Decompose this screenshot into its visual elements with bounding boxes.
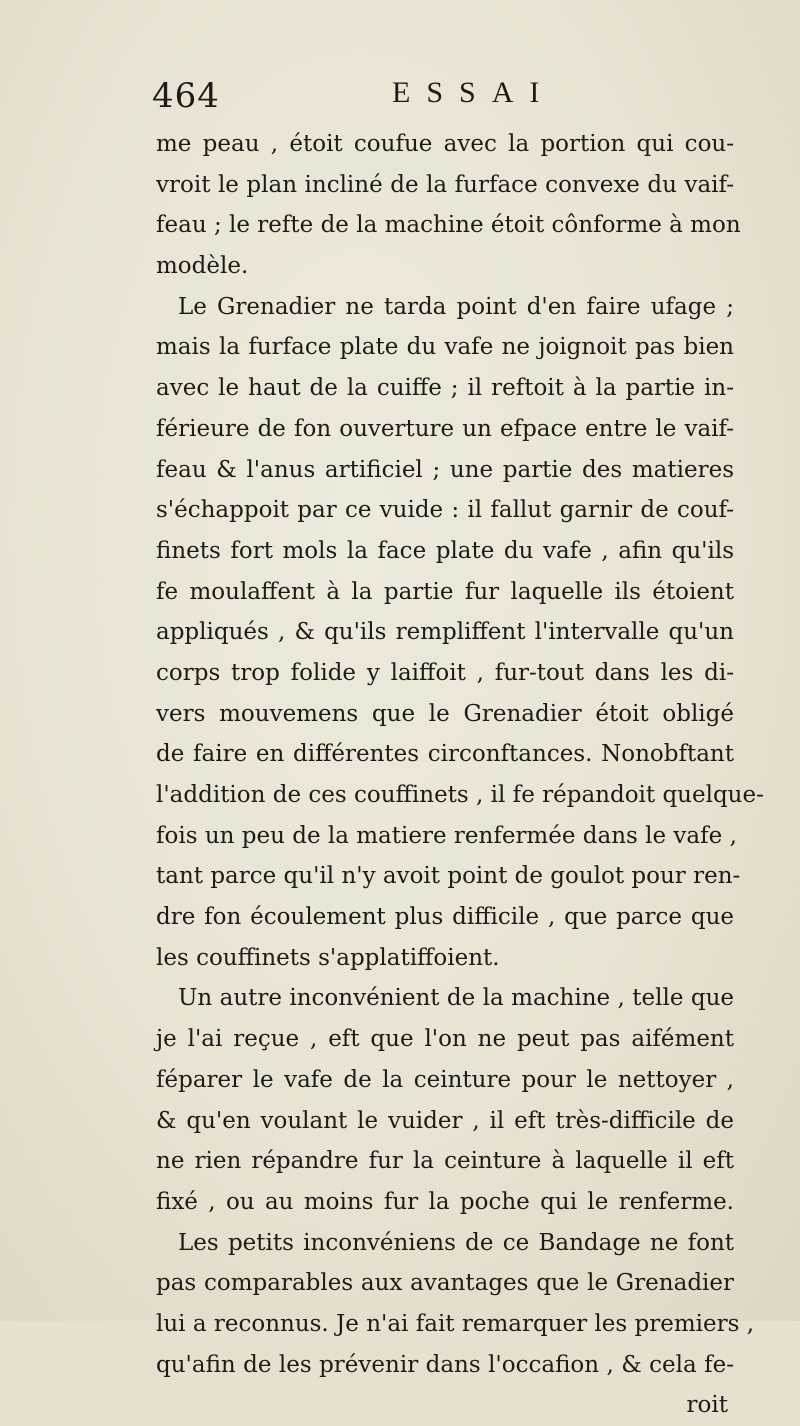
text-line: l'addition de ces couffinets , il fe répandoit quelque- — [156, 782, 764, 808]
text-line: de faire en différentes circonftances. Nonobftant — [156, 741, 734, 768]
page-number: 464 — [152, 76, 220, 116]
text-line: dre fon écoulement plus difficile , que parce que — [156, 904, 734, 931]
text-line: modèle. — [156, 253, 249, 280]
text-line: corps trop folide y laiffoit , fur-tout dans les di- — [156, 659, 734, 686]
text-line: avec le haut de la cuiffe ; il reftoit à la partie in- — [156, 375, 734, 402]
text-line: fe moulaffent à la partie fur laquelle ils étoient — [156, 578, 734, 605]
text-line: vroit le plan incliné de la furface convexe du vaif- — [156, 171, 734, 198]
text-line: & qu'en voulant le vuider , il eft très-difficile de — [156, 1107, 734, 1134]
text-line: me peau , étoit coufue avec la portion qui cou- — [156, 131, 734, 157]
text-line: ne rien répandre fur la ceinture à laquelle il eft — [156, 1148, 734, 1175]
text-line: férieure de fon ouverture un efpace entre le vaif- — [156, 415, 734, 442]
text-line: feau & l'anus artificiel ; une partie des matieres — [156, 456, 734, 483]
text-line: vers mouvemens que le Grenadier étoit obligé — [156, 700, 734, 727]
text-line: tant parce qu'il n'y avoit point de goulot pour ren- — [156, 863, 741, 890]
body-text — [156, 124, 764, 1426]
text-line: fixé , ou au moins fur la poche qui le renferme. — [156, 1188, 734, 1215]
text-line: Les petits inconvéniens de ce Bandage ne font — [178, 1229, 734, 1256]
running-head: ESSAI — [392, 76, 556, 109]
text-line: Le Grenadier ne tarda point d'en faire ufage ; — [178, 293, 734, 320]
text-line: appliqués , & qu'ils rempliffent l'intervalle qu'un — [156, 619, 734, 646]
text-line: féparer le vafe de la ceinture pour le nettoyer , — [156, 1066, 734, 1093]
page-header — [152, 76, 632, 126]
text-line: fois un peu de la matiere renfermée dans le vafe , — [156, 822, 737, 849]
text-line: lui a reconnus. Je n'ai fait remarquer les premiers , — [156, 1310, 755, 1337]
text-line: mais la furface plate du vafe ne joignoit pas bien — [156, 334, 734, 361]
text-line: qu'afin de les prévenir dans l'occafion , & cela fe- — [156, 1351, 734, 1378]
text-line: finets fort mols la face plate du vafe , afin qu'ils — [156, 537, 734, 564]
text-line: s'échappoit par ce vuide : il fallut garnir de couf- — [156, 497, 734, 524]
text-line: pas comparables aux avantages que le Grenadier — [156, 1270, 734, 1297]
text-line: feau ; le refte de la machine étoit cônforme à mon — [156, 212, 741, 239]
catchword: roit — [686, 1392, 728, 1419]
text-line: je l'ai reçue , eft que l'on ne peut pas aifément — [156, 1026, 734, 1053]
text-line: Un autre inconvénient de la machine , telle que — [178, 985, 734, 1012]
text-line: les couffinets s'applatiffoient. — [156, 944, 500, 971]
